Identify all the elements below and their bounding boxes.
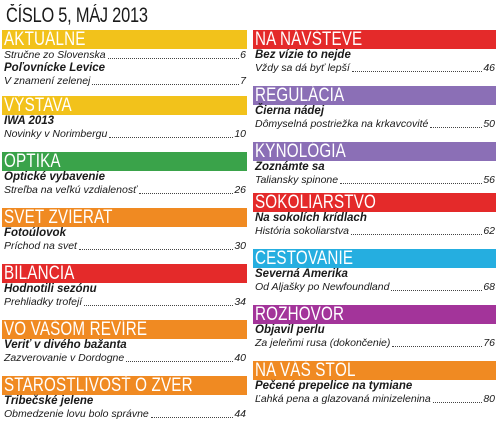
section-kynologia bbox=[253, 142, 496, 187]
article-line bbox=[4, 75, 247, 88]
dot-leader bbox=[139, 193, 234, 194]
dot-leader bbox=[340, 183, 482, 184]
section-svet-zvierat bbox=[2, 208, 247, 253]
toc-entry[interactable] bbox=[2, 171, 247, 197]
article-line bbox=[4, 184, 247, 197]
section-heading-band bbox=[253, 142, 496, 161]
article-line bbox=[4, 240, 247, 253]
article-line bbox=[255, 174, 496, 187]
section-heading-band bbox=[2, 152, 247, 171]
section-heading: VO VAŠOM REVÍRE bbox=[4, 320, 148, 339]
section-na-navsteve bbox=[253, 30, 496, 75]
article-subtitle: História sokoliarstva bbox=[255, 225, 349, 237]
page-number: 44 bbox=[234, 408, 246, 420]
section-heading: ROZHOVOR bbox=[255, 305, 345, 324]
section-sokoliarstvo bbox=[253, 193, 496, 238]
article-title: IWA 2013 bbox=[4, 115, 55, 127]
dot-leader bbox=[351, 234, 482, 235]
page-number: 56 bbox=[483, 174, 495, 186]
toc-entry[interactable] bbox=[2, 115, 247, 141]
section-heading-band bbox=[253, 249, 496, 268]
article-subtitle: Prehliadky trofejí bbox=[4, 296, 83, 308]
article-subtitle: V znamení zelenej bbox=[4, 75, 91, 87]
article-subtitle: Za jeleňmi rusa (dokončenie) bbox=[255, 337, 391, 349]
article-subtitle: Zazverovanie v Dordogne bbox=[4, 352, 125, 364]
dot-leader bbox=[151, 417, 234, 418]
dot-leader bbox=[84, 305, 233, 306]
toc-entry[interactable] bbox=[253, 161, 496, 187]
article-subtitle: Vždy sa dá byť lepší bbox=[255, 62, 350, 74]
page-number: 34 bbox=[234, 296, 246, 308]
page-number: 6 bbox=[240, 49, 246, 61]
dot-leader bbox=[433, 402, 483, 403]
section-vystava bbox=[2, 96, 247, 141]
page-number: 40 bbox=[234, 352, 246, 364]
section-aktualne bbox=[2, 30, 247, 88]
section-heading: NA NÁVŠTEVE bbox=[255, 30, 363, 49]
article-subtitle: Obmedzenie lovu bolo správne bbox=[4, 408, 149, 420]
article-title: Veriť v divého bažanta bbox=[4, 339, 127, 351]
toc-entry[interactable] bbox=[253, 105, 496, 131]
toc-entry[interactable] bbox=[253, 49, 496, 75]
article-line bbox=[255, 281, 496, 294]
dot-leader bbox=[79, 249, 233, 250]
toc-entry[interactable] bbox=[2, 283, 247, 309]
page-number: 76 bbox=[483, 337, 495, 349]
toc-entry[interactable] bbox=[253, 380, 496, 406]
toc-entry[interactable] bbox=[253, 212, 496, 238]
article-line bbox=[255, 393, 496, 406]
section-heading: NA VÁŠ STÔL bbox=[255, 361, 356, 380]
toc-entry[interactable] bbox=[253, 324, 496, 350]
section-heading: CESTOVANIE bbox=[255, 249, 354, 268]
dot-leader bbox=[430, 127, 482, 128]
page-number: 46 bbox=[483, 62, 495, 74]
section-heading-band bbox=[2, 376, 247, 395]
article-title: Tribečské jelene bbox=[4, 395, 94, 407]
section-heading: OPTIKA bbox=[4, 152, 61, 171]
article-subtitle: Novinky v Norimbergu bbox=[4, 128, 108, 140]
article-line bbox=[255, 225, 496, 238]
section-starostlivost-o-zver bbox=[2, 376, 247, 421]
toc-entry[interactable] bbox=[253, 268, 496, 294]
toc-entry[interactable] bbox=[2, 395, 247, 421]
article-title: Severná Amerika bbox=[255, 268, 348, 280]
dot-leader bbox=[92, 84, 239, 85]
article-title: Objavil perlu bbox=[255, 324, 325, 336]
issue-label: ČÍSLO 5, MÁJ 2013 bbox=[6, 4, 148, 27]
section-heading: AKTUÁLNE bbox=[4, 30, 86, 49]
toc-entry[interactable] bbox=[2, 339, 247, 365]
section-optika bbox=[2, 152, 247, 197]
article-line bbox=[4, 128, 247, 141]
dot-leader bbox=[352, 71, 483, 72]
page-number: 10 bbox=[234, 128, 246, 140]
section-vo-vasom-revire bbox=[2, 320, 247, 365]
page-number: 30 bbox=[234, 240, 246, 252]
article-title: Pečené prepelice na tymiane bbox=[255, 380, 413, 392]
section-regulacia bbox=[253, 86, 496, 131]
toc-entry[interactable] bbox=[2, 49, 247, 62]
article-title: Na sokolích krídlach bbox=[255, 212, 367, 224]
dot-leader bbox=[109, 137, 233, 138]
section-heading-band bbox=[2, 208, 247, 227]
article-line bbox=[255, 62, 496, 75]
section-heading-band bbox=[253, 193, 496, 212]
article-subtitle: Dômyselná postriežka na krkavcovité bbox=[255, 118, 429, 130]
article-title: Čierna nádej bbox=[255, 105, 325, 117]
section-rozhovor bbox=[253, 305, 496, 350]
article-line bbox=[4, 296, 247, 309]
article-subtitle: Stručne zo Slovenska bbox=[4, 49, 106, 61]
article-subtitle: Od Aljašky po Newfoundland bbox=[255, 281, 390, 293]
section-cestovanie bbox=[253, 249, 496, 294]
article-line bbox=[4, 49, 247, 62]
section-heading: REGULÁCIA bbox=[255, 86, 345, 105]
dot-leader bbox=[108, 58, 240, 59]
section-na-vas-stol bbox=[253, 361, 496, 406]
article-title: Poľovnícke Levice bbox=[4, 62, 106, 74]
section-heading-band bbox=[253, 30, 496, 49]
article-title: Fotoúlovok bbox=[4, 227, 66, 239]
article-subtitle: Streľba na veľkú vzdialenosť bbox=[4, 184, 137, 196]
section-heading: SVET ZVIERAT bbox=[4, 208, 113, 227]
article-title: Hodnotili sezónu bbox=[4, 283, 97, 295]
section-heading: VÝSTAVA bbox=[4, 96, 72, 115]
page-number: 50 bbox=[483, 118, 495, 130]
article-subtitle: Taliansky spinone bbox=[255, 174, 339, 186]
article-title: Optické vybavenie bbox=[4, 171, 105, 183]
section-heading: BILANCIA bbox=[4, 264, 75, 283]
section-heading-band bbox=[2, 320, 247, 339]
page-number: 62 bbox=[483, 225, 495, 237]
toc-entry[interactable] bbox=[2, 227, 247, 253]
section-heading-band bbox=[2, 30, 247, 49]
dot-leader bbox=[392, 346, 482, 347]
section-heading-band bbox=[253, 305, 496, 324]
section-heading-band bbox=[2, 96, 247, 115]
article-title: Zoznámte sa bbox=[255, 161, 325, 173]
article-line bbox=[4, 408, 247, 421]
page-number: 26 bbox=[234, 184, 246, 196]
article-subtitle: Príchod na svet bbox=[4, 240, 77, 252]
page-number: 80 bbox=[483, 393, 495, 405]
section-heading: KYNOLÓGIA bbox=[255, 142, 346, 161]
section-bilancia bbox=[2, 264, 247, 309]
dot-leader bbox=[391, 290, 482, 291]
article-subtitle: Ľahká pena a glazovaná minizelenina bbox=[255, 393, 431, 405]
article-line bbox=[4, 352, 247, 365]
section-heading-band bbox=[253, 86, 496, 105]
section-heading-band bbox=[253, 361, 496, 380]
page-number: 7 bbox=[240, 75, 246, 87]
section-heading: STAROSTLIVOSŤ O ZVER bbox=[4, 376, 193, 395]
section-heading: SOKOLIARSTVO bbox=[255, 193, 377, 212]
article-line bbox=[255, 337, 496, 350]
section-heading-band bbox=[2, 264, 247, 283]
dot-leader bbox=[126, 361, 233, 362]
article-line bbox=[255, 118, 496, 131]
page-number: 68 bbox=[483, 281, 495, 293]
article-title: Bez vízie to nejde bbox=[255, 49, 351, 61]
toc-entry[interactable] bbox=[2, 62, 247, 88]
